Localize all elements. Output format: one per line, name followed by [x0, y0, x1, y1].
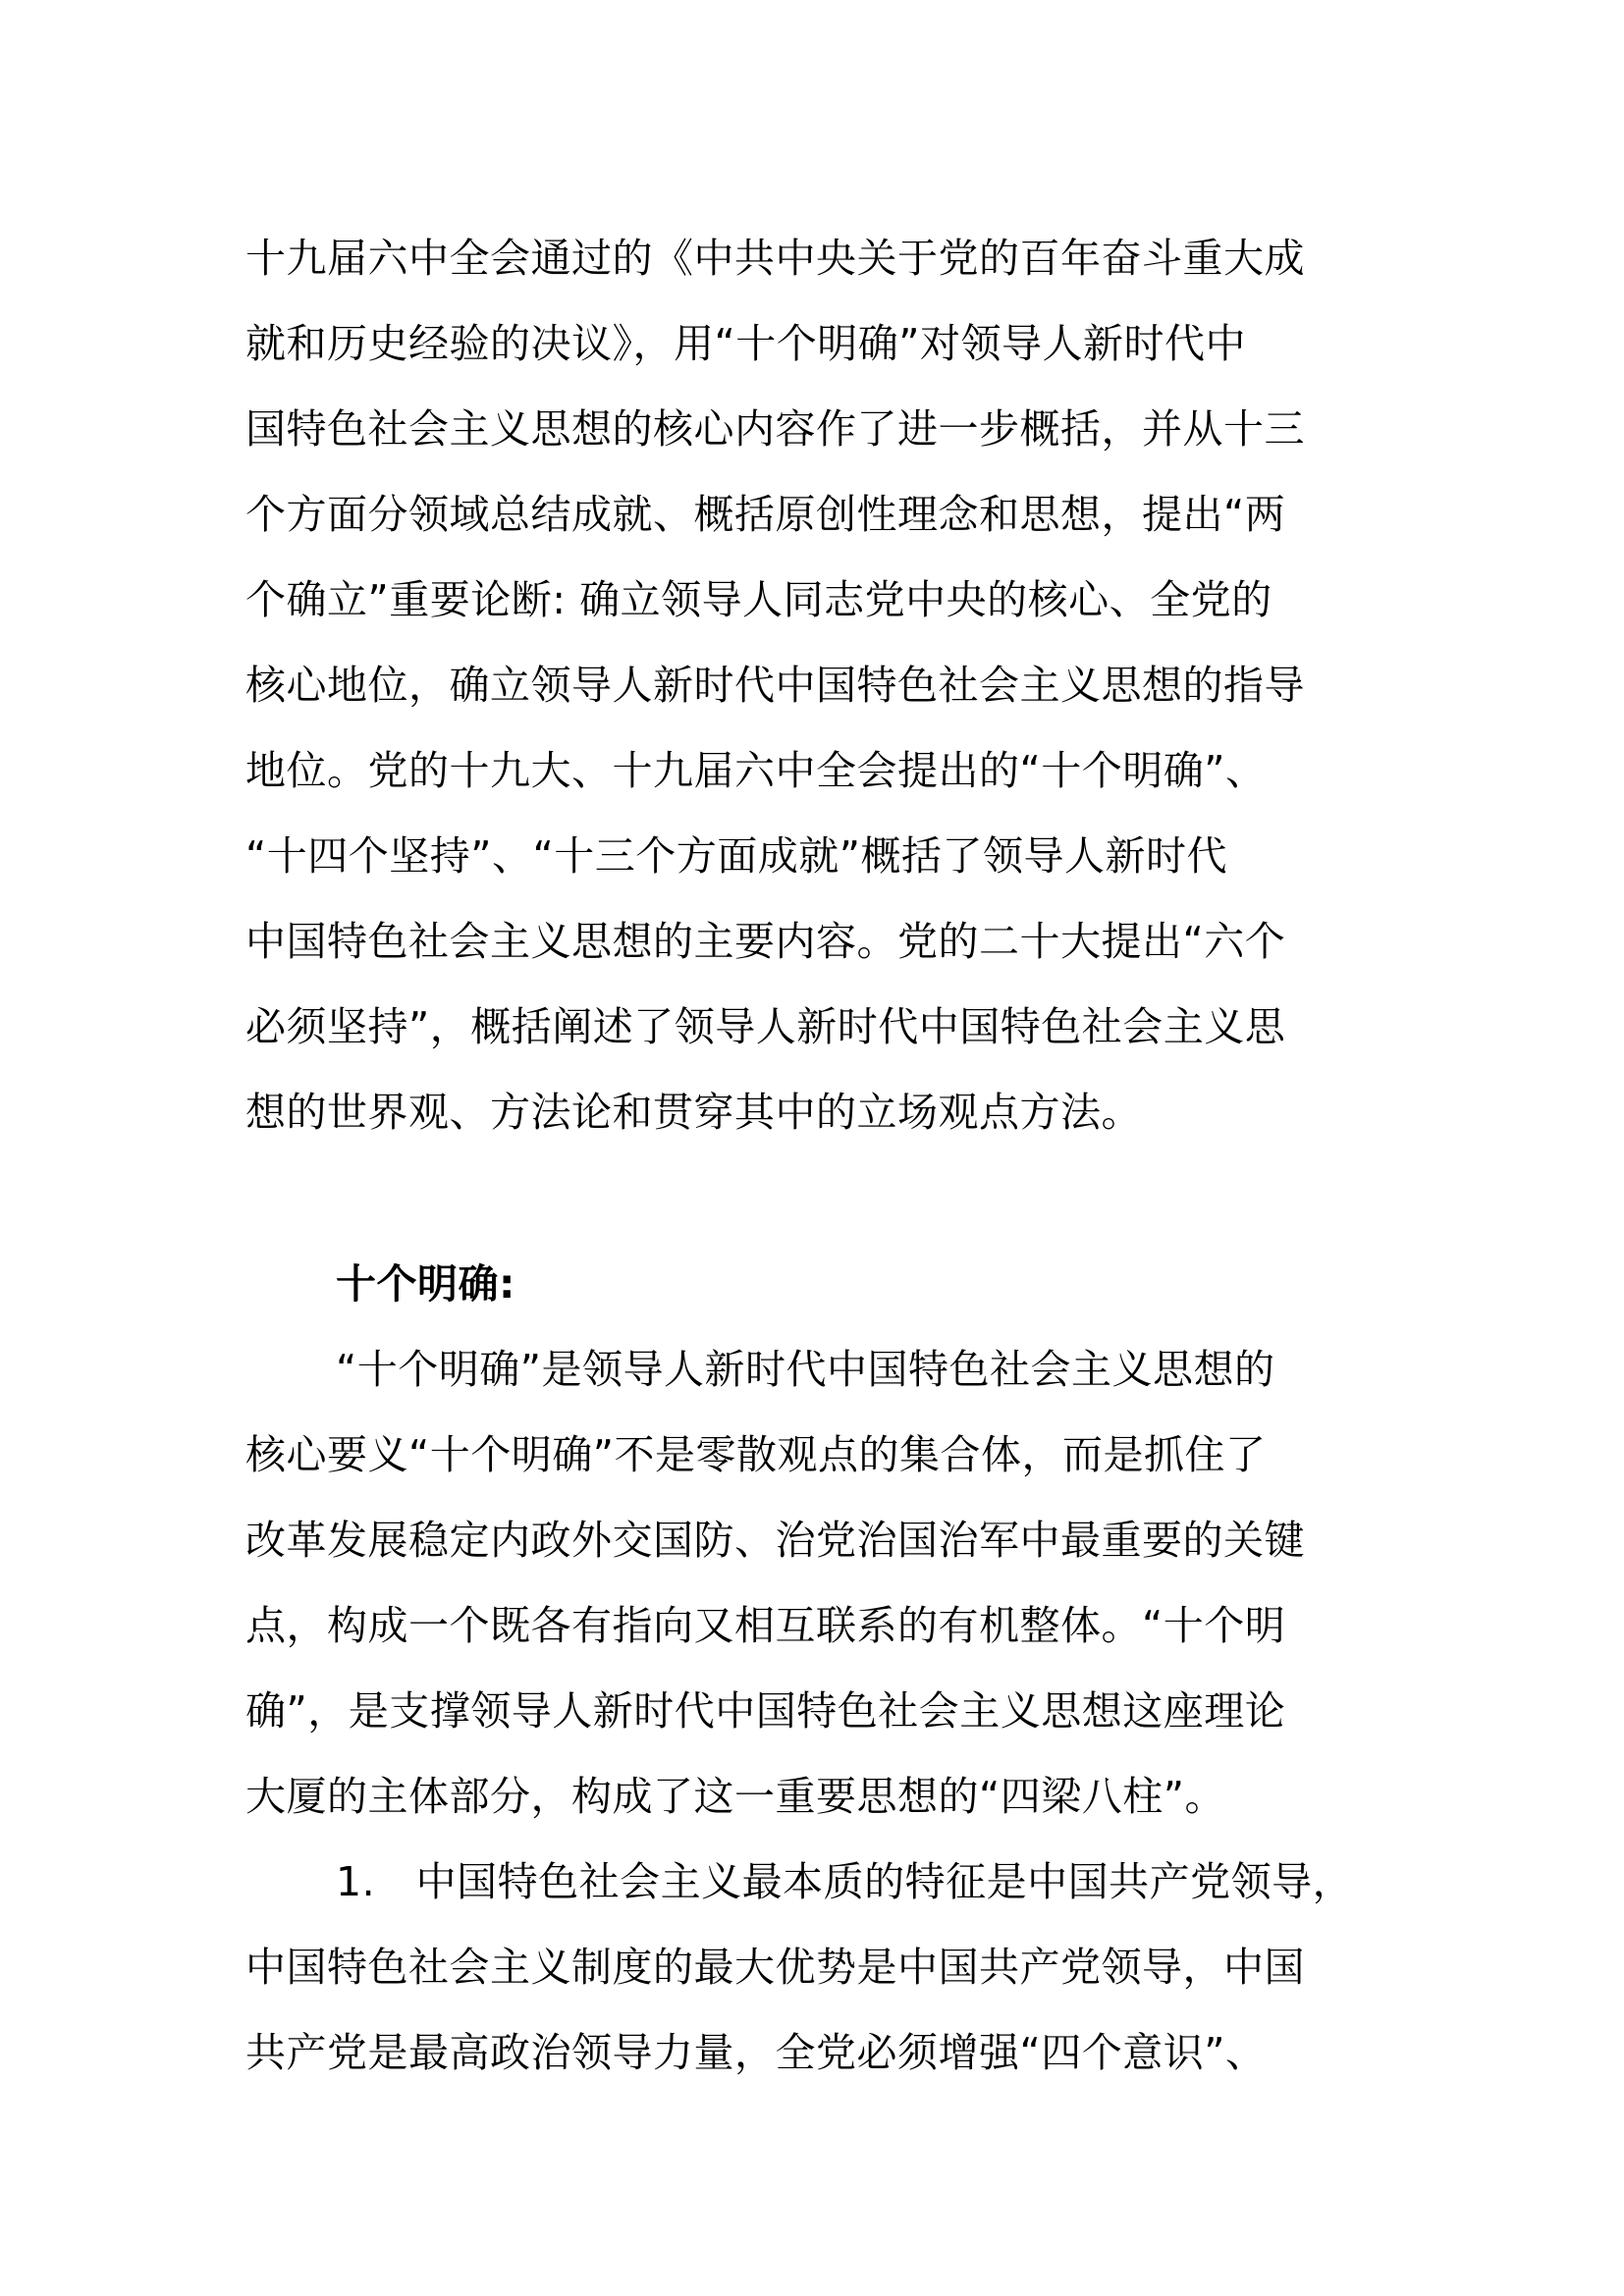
paragraph-line: “十四个坚持”、“十三个方面成就”概括了领导人新时代 — [245, 832, 1227, 880]
paragraph-line: 中国特色社会主义思想的主要内容。党的二十大提出“六个 — [245, 918, 1286, 965]
paragraph-line: 十九届六中全会通过的《中共中央关于党的百年奋斗重大成 — [245, 235, 1305, 282]
paragraph-intro — [245, 216, 1394, 1155]
paragraph-line: 核心地位，确立领导人新时代中国特色社会主义思想的指导 — [245, 662, 1305, 709]
paragraph-line: 大厦的主体部分，构成了这一重要思想的“四梁八柱”。 — [245, 1773, 1225, 1820]
paragraph-line: 想的世界观、方法论和贯穿其中的立场观点方法。 — [245, 1089, 1142, 1136]
section-heading: 十个明确: — [336, 1260, 515, 1308]
paragraph-line: 个确立”重要论断: 确立领导人同志党中央的核心、全党的 — [245, 576, 1272, 623]
paragraph-ten-clarifications — [245, 1327, 1394, 2096]
paragraph-line: 个方面分领域总结成就、概括原创性理念和思想，提出“两 — [245, 491, 1286, 538]
paragraph-line: 就和历史经验的决议》，用“十个明确”对领导人新时代中 — [245, 320, 1246, 367]
list-item-line: 1. 中国特色社会主义最本质的特征是中国共产党领导， — [336, 1858, 1354, 1905]
paragraph-line: 国特色社会主义思想的核心内容作了进一步概括，并从十三 — [245, 405, 1305, 453]
paragraph-line: 点，构成一个既各有指向又相互联系的有机整体。“十个明 — [245, 1602, 1286, 1649]
section-heading-block — [245, 1242, 1394, 1327]
list-item-line: 共产党是最高政治领导力量，全党必须增强“四个意识”、 — [245, 2029, 1267, 2076]
paragraph-line: 地位。党的十九大、十九届六中全会提出的“十个明确”、 — [245, 747, 1267, 794]
paragraph-line: 改革发展稳定内政外交国防、治党治国治军中最重要的关键 — [245, 1517, 1305, 1564]
paragraph-line: 核心要义“十个明确”不是零散观点的集合体，而是抓住了 — [245, 1431, 1267, 1478]
list-item-line: 中国特色社会主义制度的最大优势是中国共产党领导，中国 — [245, 1944, 1305, 1991]
paragraph-line: 必须坚持”，概括阐述了领导人新时代中国特色社会主义思 — [245, 1003, 1286, 1050]
paragraph-line: 确”，是支撑领导人新时代中国特色社会主义思想这座理论 — [245, 1687, 1286, 1735]
paragraph-line: “十个明确”是领导人新时代中国特色社会主义思想的 — [336, 1346, 1275, 1393]
